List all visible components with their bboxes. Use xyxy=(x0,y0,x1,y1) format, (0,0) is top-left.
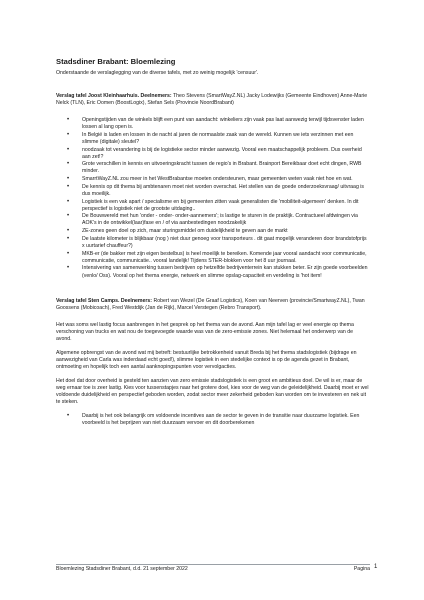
document-content xyxy=(56,57,370,437)
page-subtitle: Onderstaande de verslaglegging van de diverse tafels, met zo weinig mogelijk 'censuur'. xyxy=(56,70,259,76)
list-item-text: MKB-er (de bakker met zijn eigen bestelbus) is heel moeilijk te bereiken. Komende jaar vooral aandacht voor communicatie, communicatie, communicatie.. vooral landelijk! Tijdens STER-blokken voor het 8 uur journaal. xyxy=(82,250,367,264)
list-item xyxy=(56,265,370,279)
bullet-icon: • xyxy=(67,412,70,419)
list-item-text: In België is laden en lossen in de nacht al jaren de normaalste zaak van de wereld. Kunnen we iets verzinnen met een slimme (digitale) sleutel? xyxy=(82,131,354,145)
group2-paragraph: Het was soms wel lastig focus aanbrengen in het gesprek op het thema van de avond. Aan mijn tafel lag er veel energie op thema verschoning van trucks en wat nou de toegevoegde waarde was van de zero-emissie zones. Niet helemaal het onderwerp van de avond. xyxy=(56,321,354,342)
bullet-icon: • xyxy=(67,213,70,220)
bullet-icon: • xyxy=(67,198,70,205)
list-item-text: ZE-zones geen doel op zich, maar sturingsmiddel om duidelijkheid te geven aan de markt xyxy=(82,228,288,235)
list-item-text: Logistiek is een vak apart / specialisme en bij gemeenten zitten vaak generalisten die 'mobiliteit-algemeen' denken. In dit perspectief is logistiek niet de grootste uitdaging.. xyxy=(82,198,359,212)
list-item xyxy=(56,199,370,213)
group1-heading-participants: Theo Stevens (SmartWayZ.NL) Jacky Lodewijks (Gemeente Eindhoven) Anne-Marie Nelck (TLN), Eric Oomen (BoostLogix), Stefan Sels (Provincie NoordBrabant) xyxy=(56,93,368,106)
group2-bullet-list xyxy=(56,413,370,427)
list-item-text: De kennis op dit thema bij ambtenaren moet niet worden overschat. Het stellen van de goede onderzoeksvraag/ uitvraag is dus moeilijk. xyxy=(82,183,365,197)
list-item xyxy=(56,117,370,131)
list-item-text: noodzaak tot verandering is bij de logistieke sector minder aanwezig. Vooral een maatschappelijk probleem. Dus overheid aan zet!? xyxy=(82,146,362,160)
list-item-text: De Bouwwereld met hun 'onder - onder- onder-aannemers'; is lastige te sturen in de praktijk. Contractueel afdwingen via AOK's in de ontwikkel(laar)fase en / of via aanbestedingen noodzakelijk xyxy=(82,213,358,227)
list-item-text: Grote verschillen in kennis en uitvoeringskracht tussen de regio's in Brabant. Brainport Bereikbaar doet echt dingen, RWB minder. xyxy=(82,161,362,175)
list-item xyxy=(56,132,370,146)
footer-page-number: 1 xyxy=(374,564,378,570)
bullet-icon: • xyxy=(67,176,70,183)
list-item xyxy=(56,161,370,175)
list-item-text: SmarrtWayZ.NL zou meer in het WestBrabantse moeten ondersteunen, maar gemeenten weten vaak niet hoe en wat. xyxy=(82,176,353,183)
footer-page-label: Pagina xyxy=(353,566,370,572)
list-item xyxy=(56,213,370,227)
list-item xyxy=(56,251,370,265)
bullet-icon: • xyxy=(67,183,70,190)
group2-heading-participants: Robert van Wezel (De Graaf Logistics), Koen van Neerven (provincie/SmartwayZ.NL), Twan Goossens (Mobicoach), Fred Westdijk (Jan de Rijk), Marcel Verstegen (Rebro Transport). xyxy=(56,297,365,311)
bullet-icon: • xyxy=(67,250,70,257)
group2-paragraph: Het doel dat door overheid is gesteld ten aanzien van zero emissie stadslogistiek is een groot en ambitieus doel. De wil is er, maar de weg ernaar toe is zeer lastig. Kies voor tussenstapjes naar het grotere doel, kies voor de weg van de geleidelijkheid. Daarbij moet er wel voldoende duidelijkheid en perspectief geboden worden, zodat sector meer zekerheid geboden kan worden om te investeren en nek uit te steken. xyxy=(56,377,369,405)
page-title: Stadsdiner Brabant: Bloemlezing xyxy=(56,57,176,66)
list-item xyxy=(56,147,370,161)
bullet-icon: • xyxy=(67,131,70,138)
footer-divider xyxy=(56,564,370,565)
bullet-icon: • xyxy=(67,117,70,123)
group2-heading-bold: Verslag tafel Sten Camps. Deelnemers: xyxy=(56,297,153,304)
group2-heading xyxy=(56,298,370,312)
footer-document-name: Bloemlezing Stadsdiner Brabant, d.d. 21 september 2022 xyxy=(56,566,188,572)
group2-paragraph: Algemene opbrengst van de avond wat mij betreft: bestuurlijke betrokkenheid vanuit Breda bij het thema stadslogistiek (bijdrage en aanwezigheid van Carla was inderdaad echt goed!), slimme logistiek in een stedelijke context is op de agenda gezet in Brabant, ontmoeting en hopelijk toch een aantal aanknopingspunten voor vervolgacties. xyxy=(56,349,357,370)
group1-bullet-list xyxy=(56,117,370,280)
bullet-icon: • xyxy=(67,265,70,272)
group1-heading xyxy=(56,93,370,107)
group1-heading-bold: Verslag tafel Joost Kleinhaarhuis. Deelnemers: xyxy=(56,93,172,99)
list-item xyxy=(56,228,370,235)
bullet-icon: • xyxy=(67,235,70,242)
list-item xyxy=(56,176,370,183)
list-item xyxy=(56,184,370,198)
list-item-text: De laatste kilometer is blijkbaar (nog ) niet duur genoeg voor transporteurs . dit gaat mogelijk veranderen door brandstofprijs x uurtarief chauffeur?) xyxy=(82,235,367,249)
bullet-icon: • xyxy=(67,146,70,153)
list-item-text: Daarbij is het ook belangrijk om voldoende incentives aan de sector te geven in de transitie naar duurzame logistiek. Een voorbeeld is het beprijzen van niet duurzaam vervoer en dit doorberekenen xyxy=(82,412,360,426)
list-item xyxy=(56,236,370,250)
list-item-text: Openingstijden van de winkels blijft een punt van aandacht: winkeliers zijn vaak pas laat aanwezig terwijl tijdsvenster laden lossen al lang open is. xyxy=(82,117,364,131)
list-item xyxy=(56,413,370,427)
list-item-text: Intensivering van samenwerking tussen bedrijven op hetzelfde bedrijventerrein kan stukken beter. Er zijn goede voorbeelden (venlo/ Oss). Vooral op het thema energie, netwerk en slimme opslag-capaciteit en verdeling is 'hot item! xyxy=(82,265,368,279)
bullet-icon: • xyxy=(67,161,70,168)
bullet-icon: • xyxy=(67,228,70,235)
